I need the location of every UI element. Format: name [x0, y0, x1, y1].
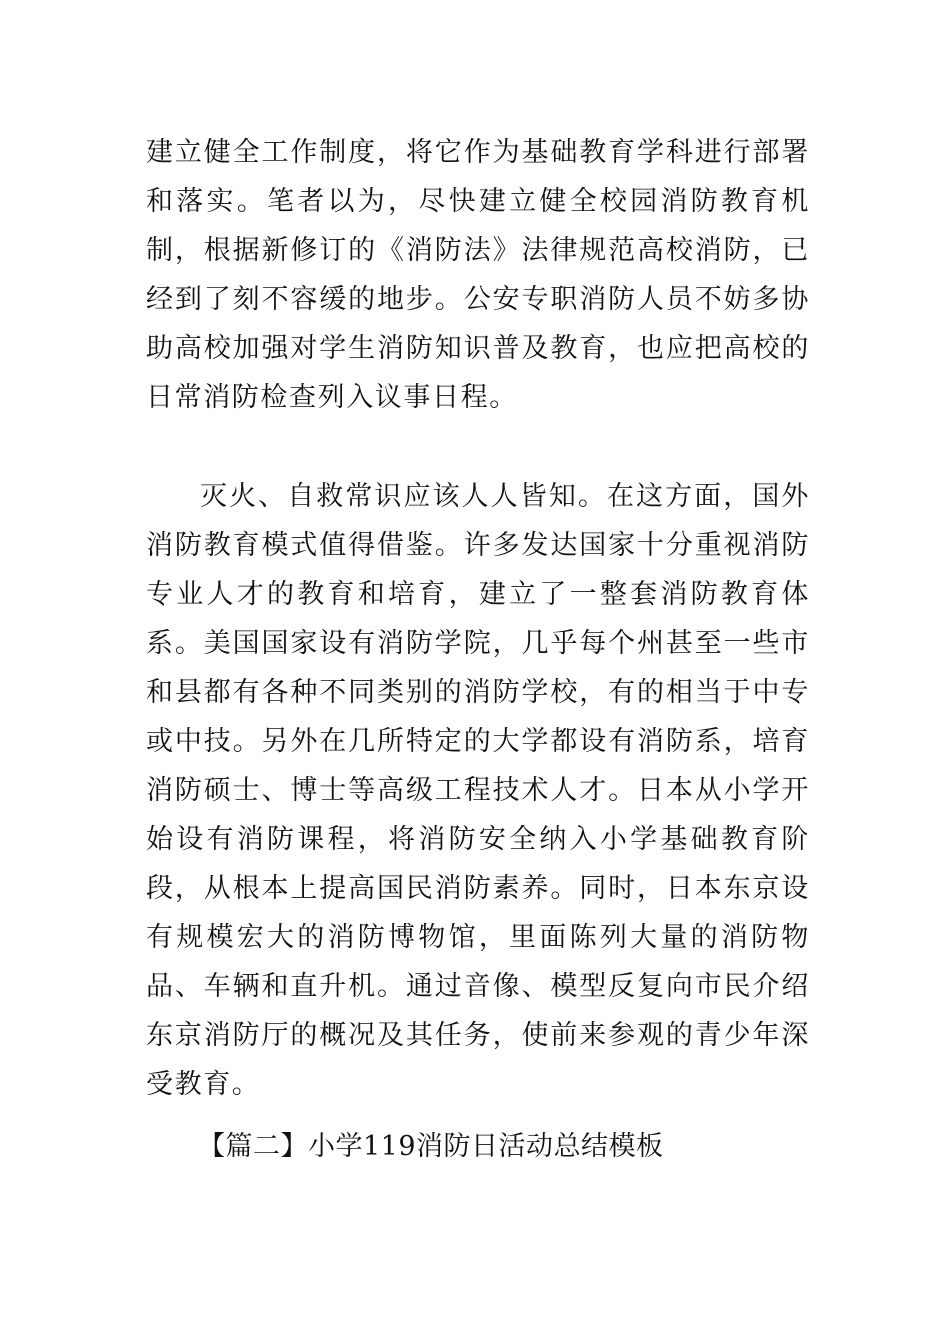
section-heading: 【篇二】小学119消防日活动总结模板: [198, 1131, 664, 1162]
body-paragraph-1: 建立健全工作制度，将它作为基础教育学科进行部署和落实。笔者以为，尽快建立健全校园消防教育机制，根据新修订的《消防法》法律规范高校消防，已经到了刻不容缓的地步。公安专职消防人员不妨多协助高校加强对学生消防知识普及教育，也应把高校的日常消防检查列入议事日程。: [146, 137, 810, 413]
body-paragraph-2: 灭火、自救常识应该人人皆知。在这方面，国外消防教育模式值得借鉴。许多发达国家十分重视消防专业人才的教育和培育，建立了一整套消防教育体系。美国国家设有消防学院，几乎每个州甚至一些市和县都有各种不同类别的消防学校，有的相当于中专或中技。另外在几所特定的大学都设有消防系，培育消防硕士、博士等高级工程技术人才。日本从小学开始设有消防课程，将消防安全纳入小学基础教育阶段，从根本上提高国民消防素养。同时，日本东京设有规模宏大的消防博物馆，里面陈列大量的消防物品、车辆和直升机。通过音像、模型反复向市民介绍东京消防厅的概况及其任务，使前来参观的青少年深受教育。: [146, 481, 810, 1100]
